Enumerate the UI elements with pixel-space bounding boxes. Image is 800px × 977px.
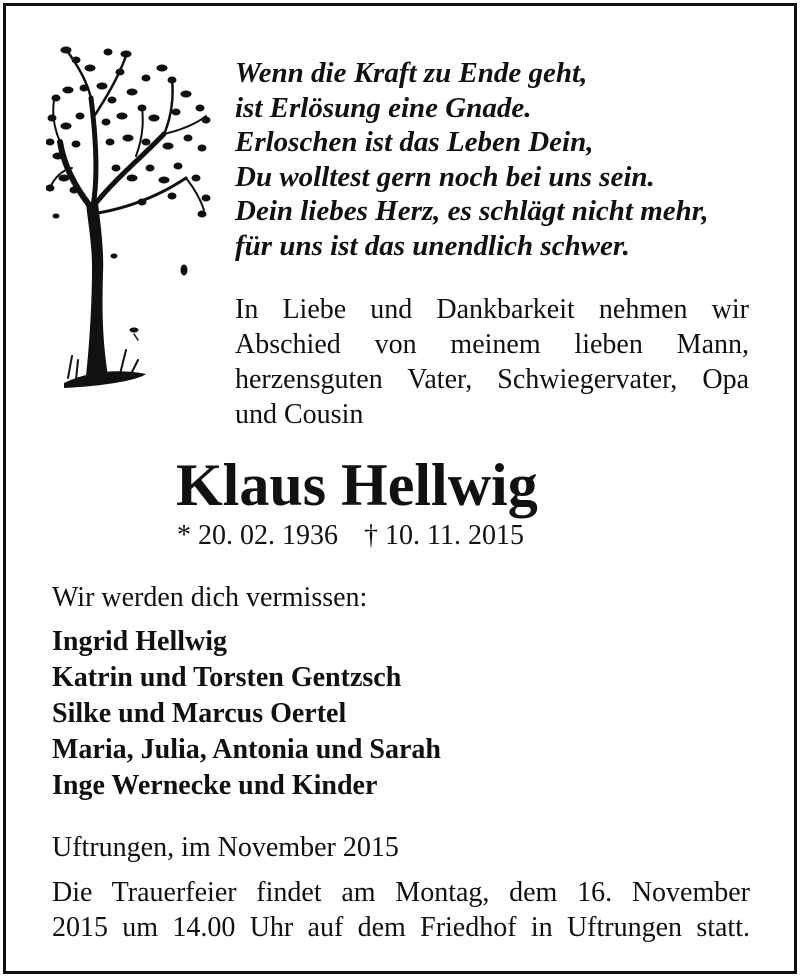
farewell-intro [235,292,749,432]
funeral-line: Die Trauerfeier findet am Montag, dem 16. November [52,877,750,908]
funeral-line: 2015 um 14.00 Uhr auf dem Friedhof in Uftrungen statt. [52,912,750,943]
obituary-notice [3,3,797,974]
tree-icon [46,38,216,408]
death-date: † 10. 11. 2015 [364,520,524,551]
poem-line: Dein liebes Herz, es schlägt nicht mehr, [235,195,709,227]
poem [235,56,765,263]
birth-date: * 20. 02. 1936 [177,520,338,551]
poem-line: ist Erlösung eine Gnade. [235,91,532,124]
deceased-name: Klaus Hellwig [176,452,538,518]
intro-line: In Liebe und Dankbarkeit nehmen wir [235,294,749,325]
mourner-item: Katrin und Torsten Gentzsch [52,662,402,693]
funeral-info [52,875,750,945]
intro-line: und Cousin [235,399,364,430]
intro-line: herzensguten Vater, Schwiegervater, Opa [235,364,749,395]
life-dates [177,518,524,554]
poem-line: Wenn die Kraft zu Ende geht, [235,57,588,89]
mourner-item: Silke und Marcus Oertel [52,698,347,729]
poem-line: für uns ist das unendlich schwer. [235,229,630,262]
poem-line: Du wolltest gern noch bei uns sein. [235,160,655,193]
place-date: Uftrungen, im November 2015 [52,832,399,863]
mourner-item: Maria, Julia, Antonia und Sarah [52,734,441,765]
intro-line: Abschied von meinem lieben Mann, [235,329,749,360]
mourner-list [52,624,441,804]
mourner-item: Inge Wernecke und Kinder [52,770,378,801]
mourner-item: Ingrid Hellwig [52,626,228,657]
miss-text: Wir werden dich vermissen: [52,582,368,613]
poem-line: Erloschen ist das Leben Dein, [235,126,594,158]
